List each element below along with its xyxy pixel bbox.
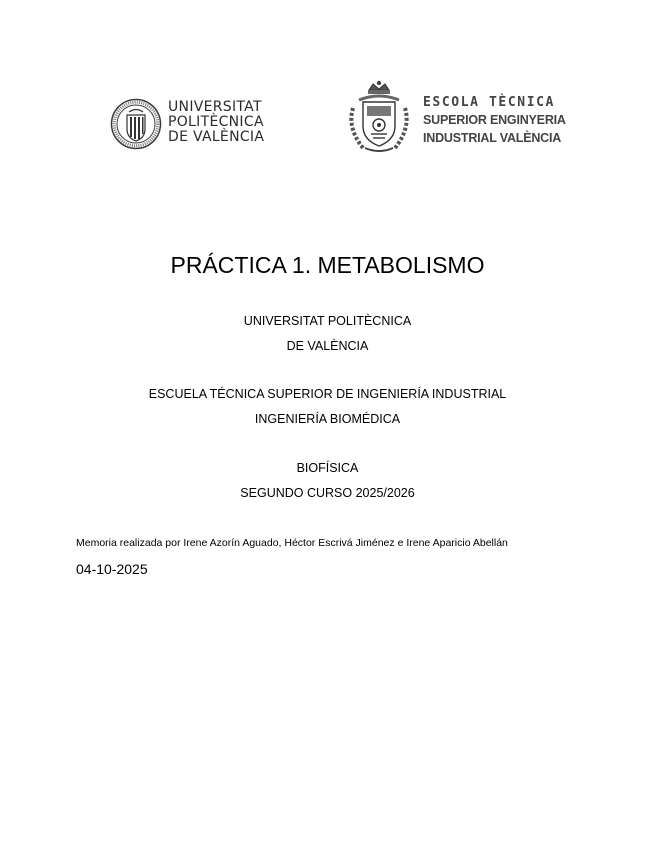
upv-wordmark [168, 100, 264, 145]
upv-logo [110, 96, 280, 154]
school-line2: INGENIERÍA BIOMÉDICA [254, 412, 401, 426]
etsii-wordmark-line3: INDUSTRIAL VALÈNCIA [423, 131, 562, 145]
page-title: PRÁCTICA 1. METABOLISMO [170, 252, 485, 278]
upv-seal-icon [110, 98, 162, 150]
etsii-logo [345, 78, 566, 156]
upv-wordmark-line2: POLITÈCNICA [168, 114, 264, 130]
etsii-crest-icon [345, 78, 413, 153]
etsii-wordmark-line1: ESCOLA TÈCNICA [423, 95, 555, 110]
upv-wordmark-line1: UNIVERSITAT [168, 99, 262, 115]
university-line1: UNIVERSITAT POLITÈCNICA [243, 314, 412, 328]
university-line2: DE VALÈNCIA [286, 339, 369, 353]
etsii-wordmark [423, 94, 566, 147]
upv-wordmark-line3: DE VALÈNCIA [168, 129, 265, 145]
document-date: 04-10-2025 [76, 561, 148, 577]
authors-line: Memoria realizada por Irene Azorín Aguado, Héctor Escrivá Jiménez e Irene Aparicio Abellán [76, 537, 508, 549]
course-year: SEGUNDO CURSO 2025/2026 [240, 486, 415, 500]
course-subject: BIOFÍSICA [296, 461, 359, 475]
school-line1: ESCUELA TÉCNICA SUPERIOR DE INGENIERÍA INDUSTRIAL [148, 387, 507, 401]
etsii-wordmark-line2: SUPERIOR ENGINYERIA [423, 113, 566, 127]
